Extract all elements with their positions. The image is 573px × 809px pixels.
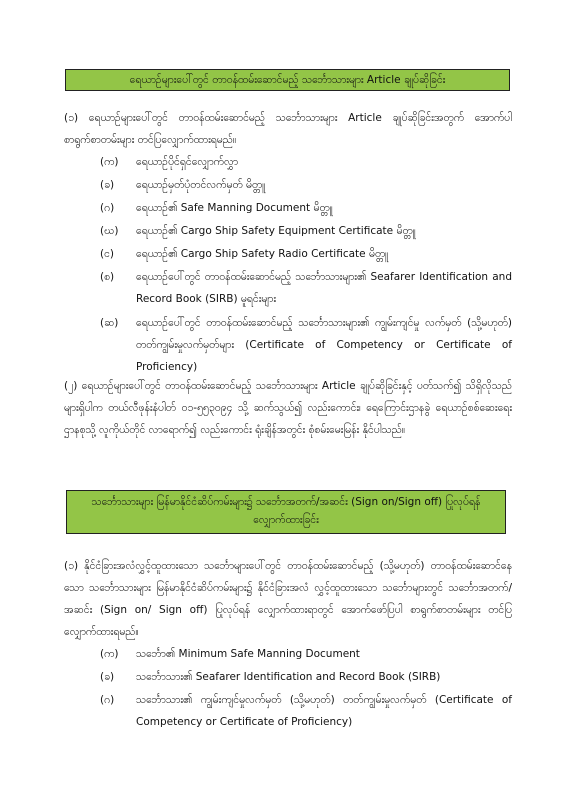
list-item-text: ရေယာဉ်ပိုင်ရှင်လျှောက်လွှာ (136, 156, 239, 168)
list-item (100, 312, 512, 378)
list-item (100, 174, 512, 196)
list-item-text: ရေယာဉ်ပေါ်တွင် တာဝန်ထမ်းဆောင်မည့် သင်္ဘောသားများ၏ Seafarer Identification and Record Book (SIRB) မူရင်းများ (136, 271, 512, 305)
list-item-text: သင်္ဘော၏ Minimum Safe Manning Document (136, 648, 360, 660)
list-item-text: သင်္ဘောသား၏ ကျွမ်းကျင်မှုလက်မှတ် (သို့မဟုတ်) တတ်ကျွမ်းမှုလက်မှတ် (Certificate of Competency or Certificate of Proficiency) (136, 694, 512, 728)
list-item-number: (ခ) (100, 671, 115, 683)
list-item (100, 243, 512, 265)
list-item-text: ရေယာဉ်၏ Cargo Ship Safety Radio Certificate မိတ္တူ (136, 248, 389, 260)
list-item (100, 689, 512, 733)
list-item-number: (င) (100, 248, 115, 260)
list-item-text: ရေယာဉ်၏ Cargo Ship Safety Equipment Certificate မိတ္တူ (136, 225, 416, 237)
list-item-text: ရေယာဉ်ပေါ်တွင် တာဝန်ထမ်းဆောင်မည့် သင်္ဘောသားများ၏ ကျွမ်းကျင်မှု လက်မှတ် (သို့မဟုတ်) တတ်ကျွမ်းမှုလက်မှတ်များ (Certificate of Competency or Certificate of Proficiency) (136, 317, 512, 373)
list-item-text: ရေယာဉ်မှတ်ပုံတင်လက်မှတ် မိတ္တူ (136, 179, 266, 191)
list-item (100, 643, 512, 665)
list-item-text: ရေယာဉ်၏ Safe Manning Document မိတ္တူ (136, 202, 333, 214)
list-item-number: (က) (100, 156, 119, 168)
list-item-number: (ဆ) (100, 317, 119, 329)
list-item-number: (ဂ) (100, 694, 115, 706)
section1-heading: ရေယာဉ်များပေါ်တွင် တာဝန်ထမ်းဆောင်မည့် သင်္ဘောသားများ Article ချုပ်ဆိုခြင်း (65, 69, 510, 91)
list-item-number: (ဃ) (100, 225, 119, 237)
list-item-number: (ခ) (100, 179, 115, 191)
section1-intro: (၁) ရေယာဉ်များပေါ်တွင် တာဝန်ထမ်းဆောင်မည့် သင်္ဘောသားများ Article ချုပ်ဆိုခြင်းအတွက် အောက်ပါစာရွက်စာတမ်းများ တင်ပြလျှောက်ထားရမည်။ (64, 112, 512, 146)
section2-intro: (၁) နိုင်ငံခြားအလံလွှင့်ထူထားသော သင်္ဘောများပေါ်တွင် တာဝန်ထမ်းဆောင်မည့် (သို့မဟုတ်) တာဝန်ထမ်းဆောင်နေသော သင်္ဘောသားများ မြန်မာနိုင်ငံဆိပ်ကမ်းများ၌ နိုင်ငံခြားအလံ လွှင့်ထူထားသော သင်္ဘောများတွင် သင်္ဘောအတက်/အဆင်း (Sign on/ Sign off) ပြုလုပ်ရန် လျှောက်ထားရာတွင် အောက်ဖော်ပြပါ စာရွက်စာတမ်းများ တင်ပြလျှောက်ထားရမည်။ (64, 560, 512, 638)
list-item (100, 151, 512, 173)
list-item-text: သင်္ဘောသား၏ Seafarer Identification and Record Book (SIRB) (136, 671, 441, 683)
list-item (100, 220, 512, 242)
section1-note: (၂) ရေယာဉ်များပေါ်တွင် တာဝန်ထမ်းဆောင်မည့် သင်္ဘောသားများ Article ချုပ်ဆိုခြင်းနှင့် ပတ်သက်၍ သိရှိလိုသည်များရှိပါက တယ်လီဖုန်းနံပါတ် ၀၁-၅၅၃၀၉၄ သို့ ဆက်သွယ်၍ လည်းကောင်း၊ ရေကြောင်းဌာနခွဲ ရေယာဉ်စစ်ဆေးရေးဌာနစုသို့ လူကိုယ်တိုင် လာရောက်၍ လည်းကောင်း ရုံးချိန်အတွင်း စုံစမ်းမေးမြန်း နိုင်ပါသည်။ (64, 380, 512, 436)
list-item-number: (စ) (100, 271, 115, 283)
list-item-number: (ဂ) (100, 202, 115, 214)
list-item (100, 666, 512, 688)
list-item-number: (က) (100, 648, 119, 660)
section2-heading: သင်္ဘောသားများ မြန်မာနိုင်ငံဆိပ်ကမ်းများ၌ သင်္ဘောအတက်/အဆင်း (Sign on/Sign off) ပြုလုပ်ရန် လျှောက်ထားခြင်း (66, 490, 506, 534)
list-item (100, 266, 512, 310)
list-item (100, 197, 512, 219)
